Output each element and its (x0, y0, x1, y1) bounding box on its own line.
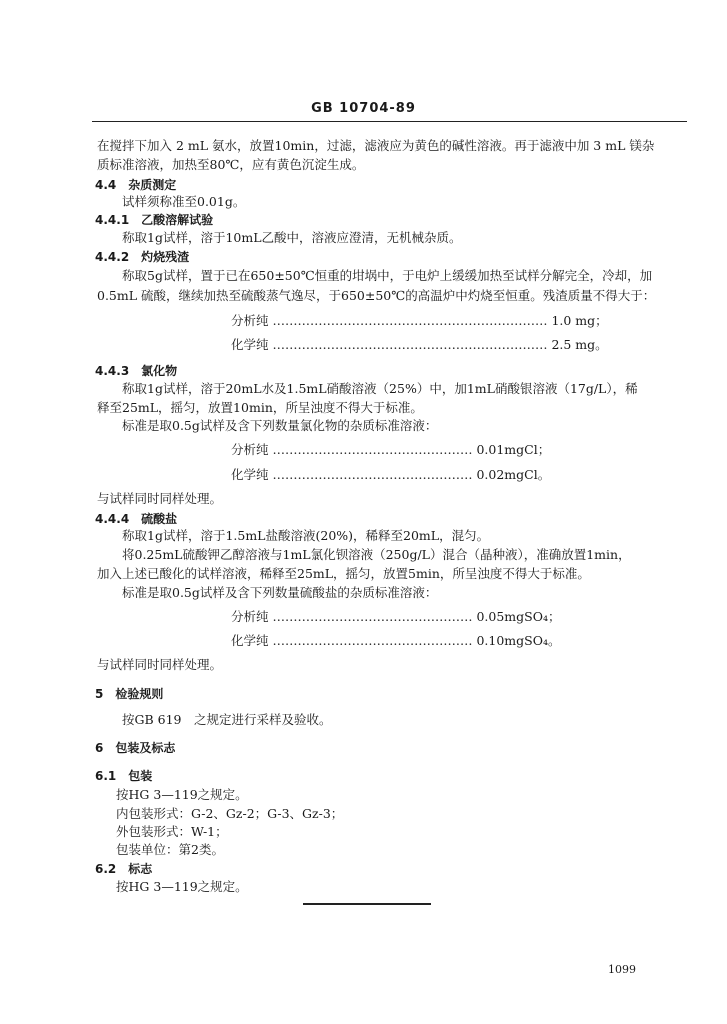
spec-line: 化学纯 ………………………………………… 0.10mgSO₄。 (231, 633, 561, 648)
section-heading: 4.4.4 硫酸盐 (95, 512, 178, 526)
text-line: 称取1g试样，溶于1.5mL盐酸溶液(20%)，稀释至20mL，混匀。 (122, 528, 490, 543)
text-line: 包装单位：第2类。 (116, 842, 224, 857)
text-line: 按HG 3—119之规定。 (116, 879, 248, 894)
text-line: 按HG 3—119之规定。 (116, 787, 248, 802)
section-heading: 6 包装及标志 (95, 741, 176, 755)
spec-line: 分析纯 ………………………………………… 0.05mgSO₄； (231, 609, 561, 624)
text-line: 标准是取0.5g试样及含下列数量氯化物的杂质标准溶液： (122, 418, 438, 433)
page-number: 1099 (608, 963, 636, 976)
text-line: 释至25mL，摇匀，放置10min，所呈浊度不得大于标准。 (97, 400, 423, 415)
text-line: 加入上述已酸化的试样溶液，稀释至25mL，摇匀，放置5min，所呈浊度不得大于标准。 (97, 566, 590, 581)
text-line: 与试样同时同样处理。 (97, 491, 223, 506)
text-line: 0.5mL 硫酸，继续加热至硫酸蒸气逸尽，于650±50℃的高温炉中灼烧至恒重。残渣质量不得大于： (97, 288, 656, 303)
text-line: 外包装形式：W-1； (116, 824, 228, 839)
section-heading: 6.1 包装 (95, 769, 153, 783)
section-heading: 4.4.2 灼烧残渣 (95, 250, 190, 264)
text-line: 与试样同时同样处理。 (97, 657, 223, 672)
spec-line: 分析纯 ………………………………………… 0.01mgCl； (231, 442, 551, 457)
end-rule (303, 903, 431, 905)
section-heading: 4.4 杂质测定 (95, 178, 177, 192)
section-heading: 4.4.1 乙酸溶解试验 (95, 213, 214, 227)
spec-line: 分析纯 ………………………………………………………… 1.0 mg； (231, 313, 608, 328)
text-line: 试样须称准至0.01g。 (122, 194, 246, 209)
text-line: 称取5g试样，置于已在650±50℃恒重的坩埚中，于电炉上缓缓加热至试样分解完全，冷却，加 (122, 268, 653, 283)
text-line: 标准是取0.5g试样及含下列数量硫酸盐的杂质标准溶液： (122, 585, 438, 600)
section-heading: 6.2 标志 (95, 862, 153, 876)
text-line: 称取1g试样，溶于10mL乙酸中，溶液应澄清，无机械杂质。 (122, 230, 462, 245)
text-line: 在搅拌下加入 2 mL 氨水，放置10min，过滤，滤液应为黄色的碱性溶液。再于滤液中加 3 mL 镁杂 (97, 138, 655, 153)
section-heading: 4.4.3 氯化物 (95, 364, 178, 378)
spec-line: 化学纯 ………………………………………………………… 2.5 mg。 (231, 337, 608, 352)
text-line: 将0.25mL硫酸钾乙醇溶液与1mL氯化钡溶液（250g/L）混合（晶种液），准确放置1min， (122, 547, 631, 562)
text-line: 按GB 619 之规定进行采样及验收。 (122, 712, 332, 727)
text-line: 质标准溶液，加热至80℃，应有黄色沉淀生成。 (97, 157, 365, 172)
text-line: 称取1g试样，溶于20mL水及1.5mL硝酸溶液（25%）中，加1mL硝酸银溶液（17g/L），稀 (122, 381, 638, 396)
page-header: GB 10704-89 (311, 101, 416, 116)
spec-line: 化学纯 ………………………………………… 0.02mgCl。 (231, 467, 551, 482)
section-heading: 5 检验规则 (95, 687, 164, 701)
text-line: 内包装形式：G-2、Gz-2；G-3、Gz-3； (116, 806, 344, 821)
header-rule (92, 121, 687, 122)
